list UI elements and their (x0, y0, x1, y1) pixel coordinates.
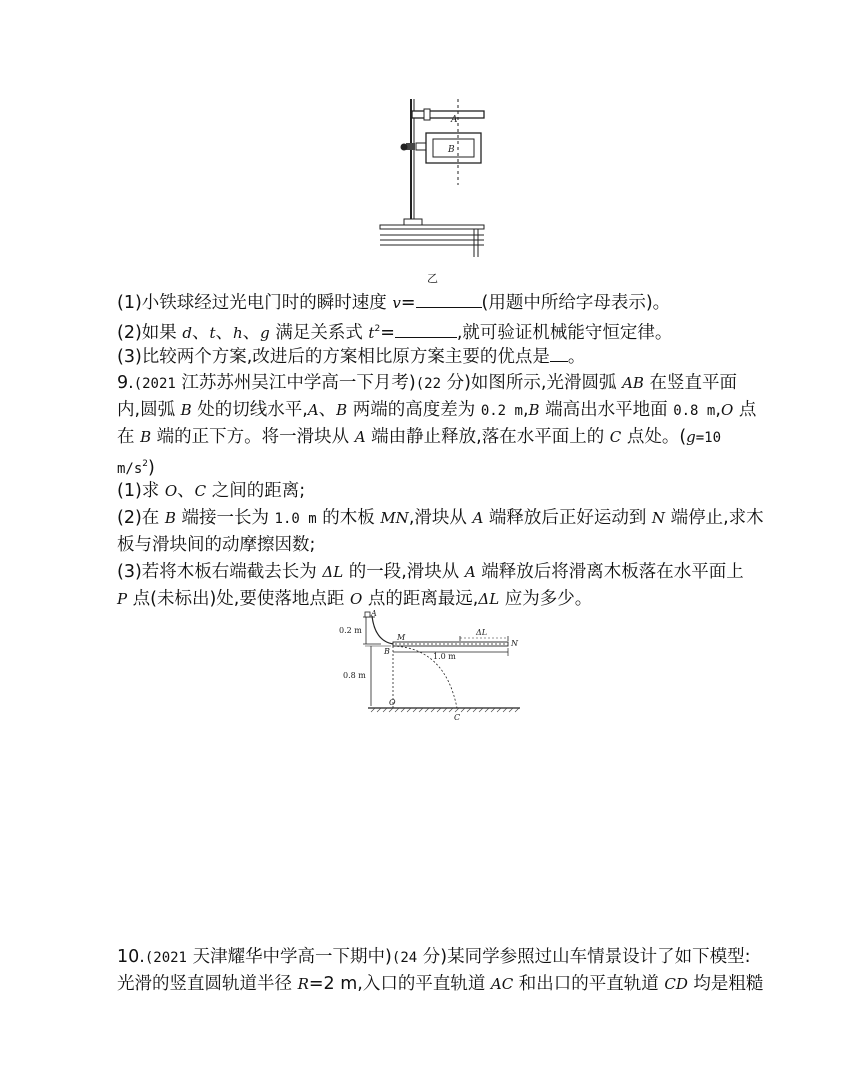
label-B: B (448, 145, 455, 155)
q8-part-1: (1)小铁球经过光电门时的瞬时速度 v= (用题中所给字母表示)。 (117, 289, 670, 316)
q9-line-2: 内,圆弧 B 处的切线水平,A、B 两端的高度差为 0.2 m,B 端高出水平地面 0.8 m,O 点 (117, 400, 757, 420)
q9-line-3: 在 B 端的正下方。将一滑块从 A 端由静止释放,落在水平面上的 C 点处。(g=10 (117, 427, 722, 447)
label-N: N (511, 639, 518, 648)
label-O: O (389, 698, 396, 707)
label-A: A (451, 115, 458, 125)
label-B: B (384, 647, 390, 656)
q10-line-1: 10.(2021 天津耀华中学高一下期中)(24 分)某同学参照过山车情景设计了如下模型: (117, 947, 751, 967)
q9-part-2: (2)在 B 端接一长为 1.0 m 的木板 MN,滑块从 A 端释放后正好运动到 N 端停止,求木 (117, 508, 764, 528)
label-delta-L: ΔL (476, 628, 488, 637)
q8-part-3: (3)比较两个方案,改进后的方案相比原方案主要的优点是 。 (117, 343, 585, 370)
answer-blank[interactable] (395, 319, 457, 338)
label-1.0m: 1.0 m (433, 652, 456, 661)
q9-part-3-cont: P 点(未标出)处,要使落地点距 O 点的距离最远,ΔL 应为多少。 (117, 589, 593, 609)
label-0.2m: 0.2 m (339, 626, 362, 635)
figure-caption: 乙 (427, 272, 438, 285)
photogate-apparatus-figure (370, 95, 500, 285)
answer-blank[interactable] (550, 343, 568, 362)
answer-blank[interactable] (416, 289, 482, 308)
label-A: A (371, 609, 377, 618)
arc-board-projectile-figure (335, 608, 525, 723)
q10-line-2: 光滑的竖直圆轨道半径 R=2 m,入口的平直轨道 AC 和出口的平直轨道 CD 均是粗糙 (117, 974, 764, 994)
q8-part-2: (2)如果 d、t、h、g 满足关系式 $t^2=$ ,就可验证机械能守恒定律。 (117, 316, 672, 346)
label-M: M (397, 633, 406, 642)
q9-part-2-cont: 板与滑块间的动摩擦因数; (117, 535, 316, 555)
label-0.8m: 0.8 m (343, 671, 366, 680)
q9-line-1: 9.(2021 江苏苏州吴江中学高一下月考)(22 分)如图所示,光滑圆弧 AB 在竖直平面 (117, 373, 737, 393)
q9-part-3: (3)若将木板右端截去长为 ΔL 的一段,滑块从 A 端释放后将滑离木板落在水平面上 (117, 562, 744, 582)
q9-line-4: $m/s^2$) (117, 457, 155, 478)
label-C: C (454, 713, 461, 722)
q9-part-1: (1)求 O、C 之间的距离; (117, 481, 306, 501)
